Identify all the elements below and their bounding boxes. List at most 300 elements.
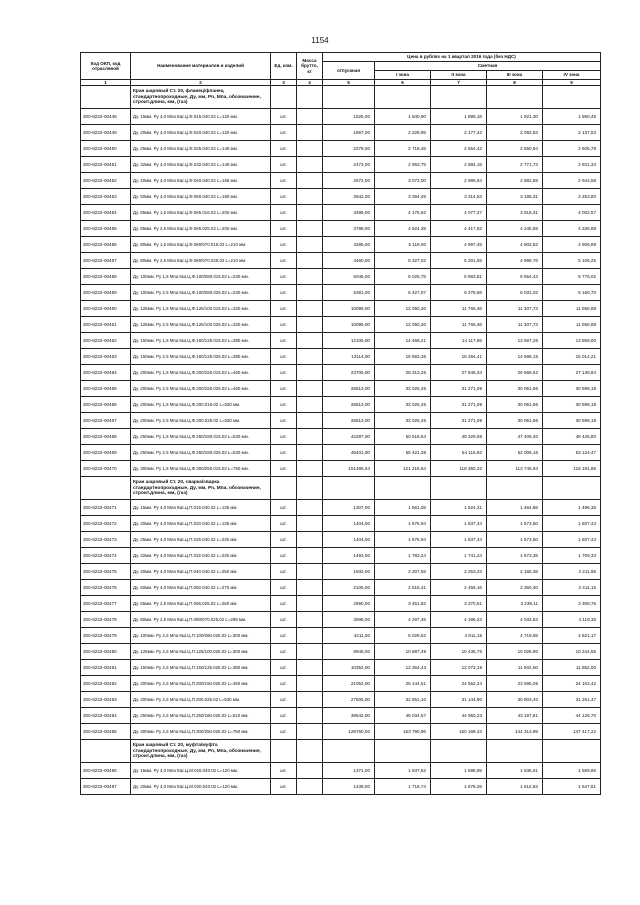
section-row [81,477,601,500]
price-zone3: 2 165,38 [487,564,543,580]
section-empty-cell [271,477,297,500]
price-zone2: 1 598,95 [431,763,487,779]
price-zone4: 11 550,88 [543,317,601,333]
item-unit: шт. [271,532,297,548]
item-mass [297,285,323,301]
column-number: 1 [81,80,131,86]
item-name: Ду. 200мм. Ру 2,5 Мпа КШ.Ц.П.200/150.025.02 L=450 мм. [131,676,271,692]
price-zone3: 4 998,76 [487,253,543,269]
price-zone2: 31 271,09 [431,397,487,413]
price-zone4: 5 106,25 [543,253,601,269]
item-name: Ду. 40мм. Ру 4,0 Мпа КШ.Ц.Ф.040.040.02 L=165 мм. [131,173,271,189]
item-mass [297,317,323,333]
price-zone2: 31 271,09 [431,381,487,397]
okp-code: 300-8232-00479 [81,628,131,644]
price-zone1: 50 519,54 [375,429,431,445]
item-mass [297,692,323,708]
table-row [81,301,601,317]
item-mass [297,237,323,253]
okp-code: 300-8232-00475 [81,564,131,580]
price-release: 5381,00 [323,285,375,301]
item-name: Ду. 150мм. Ру 2,5 Мпа КШ.Ц.П.150/125.025.02 L=380 мм. [131,660,271,676]
item-mass [297,532,323,548]
price-zone1: 2 229,95 [375,125,431,141]
header-unit: Ед. изм. [271,53,297,80]
table-row [81,365,601,381]
item-name: Ду. 20мм. Ру 4,0 Мпа КШ.Ц.Ф.020.040.02 L=120 мм. [131,125,271,141]
okp-code: 300-8232-00470 [81,461,131,477]
item-mass [297,516,323,532]
item-unit: шт. [271,381,297,397]
header-release: отпускная [323,62,375,80]
page-number: 1154 [311,36,329,45]
section-empty-cell [543,740,601,763]
price-release: 4460,00 [323,253,375,269]
price-zone1: 10 687,49 [375,644,431,660]
item-mass [297,333,323,349]
item-name: Ду. 20мм. Ру 4,0 Мпа КШ.Ц.М.020.040.02 L=120 мм. [131,779,271,795]
section-title: Кран шаровый Ст. 20, сварка/сварка стандартнопроходные, Ду, мм, Рn, Мпа, обозначение, строит.длина, мм, (газ) [131,477,271,500]
price-release: 26813,00 [323,397,375,413]
table-row [81,141,601,157]
price-zone1: 1 676,94 [375,532,431,548]
item-name: Ду. 80мм. Ру 1,6 Мпа КШ.Ц.Ф.080/070.016.02 L=210 мм. [131,237,271,253]
okp-code: 300-8232-00455 [81,221,131,237]
price-release: 1493,00 [323,548,375,564]
price-release: 26813,00 [323,413,375,429]
okp-code: 300-8232-00474 [81,548,131,564]
price-zone4: 2 411,15 [543,580,601,596]
price-zone2: 150 168,43 [431,724,487,740]
price-zone3: 2 550,94 [487,141,543,157]
price-table [80,52,601,795]
price-zone4: 11 550,88 [543,301,601,317]
okp-code: 300-8232-00483 [81,692,131,708]
price-zone3: 26 568,52 [487,365,543,381]
item-mass [297,548,323,564]
item-mass [297,221,323,237]
price-zone1: 3 451,82 [375,596,431,612]
item-name: Ду. 125мм. Ру 1,6 Мпа КШ.Ц.Ф.125/100.016.02 L=320 мм. [131,301,271,317]
okp-code: 300-8232-00469 [81,445,131,461]
price-release: 1371,00 [323,763,375,779]
price-release: 2842,00 [323,189,375,205]
price-zone3: 23 595,05 [487,676,543,692]
table-row [81,429,601,445]
table-row [81,269,601,285]
section-empty-cell [323,477,375,500]
price-zone2: 12 073,19 [431,660,487,676]
price-release: 8948,00 [323,644,375,660]
section-empty-cell [543,86,601,109]
okp-code: 300-8232-00476 [81,580,131,596]
price-release: 1439,00 [323,779,375,795]
price-zone4: 44 126,70 [543,708,601,724]
item-name: Ду. 100мм. Ру 2,5 Мпа КШ.Ц.П.100/080.025.02 L=300 мм. [131,628,271,644]
item-unit: шт. [271,141,297,157]
price-zone2: 3 370,51 [431,596,487,612]
price-zone2: 15 294,41 [431,349,487,365]
price-zone1: 121 215,54 [375,461,431,477]
price-zone4: 4 002,57 [543,205,601,221]
item-name: Ду. 65мм. Ру 2,5 Мпа КШ.Ц.Ф.065.025.02 L=200 мм. [131,221,271,237]
item-name: Ду. 15мм. Ру 4,0 Мпа КШ.Ц.М.015.040.02 L=120 мм. [131,763,271,779]
item-name: Ду. 200мм. Ру 1,6 Мпа КШ.Ц.Ф.200/150.016.02 L=450 мм. [131,365,271,381]
header-zone4: IV зона [543,71,601,80]
price-zone4: 2 944,58 [543,173,601,189]
item-name: Ду. 200мм. Ру 1,6 Мпа КШ.Ц.Ф.200.016.02 L=530 мм. [131,397,271,413]
price-zone2: 1 741,24 [431,548,487,564]
price-zone3: 43 197,81 [487,708,543,724]
table-row [81,413,601,429]
okp-code: 300-8232-00464 [81,365,131,381]
section-code-cell [81,740,131,763]
column-number: 4 [297,80,323,86]
okp-code: 300-8232-00462 [81,333,131,349]
price-zone4: 27 139,84 [543,365,601,381]
section-empty-cell [323,86,375,109]
item-name: Ду. 125мм. Ру 2,5 Мпа КШ.Ц.Ф.125/100.025.02 L=320 мм. [131,317,271,333]
price-zone1: 14 458,21 [375,333,431,349]
price-zone3: 4 719,68 [487,628,543,644]
price-release: 101486,54 [323,461,375,477]
price-zone2: 4 196,23 [431,612,487,628]
price-zone1: 12 050,30 [375,317,431,333]
price-release: 21052,00 [323,676,375,692]
item-unit: шт. [271,269,297,285]
price-zone3: 1 673,35 [487,548,543,564]
price-zone2: 44 950,23 [431,708,487,724]
okp-code: 300-8232-00468 [81,429,131,445]
item-mass [297,397,323,413]
price-zone2: 1 895,18 [431,109,487,125]
item-unit: шт. [271,676,297,692]
price-zone2: 11 766,46 [431,301,487,317]
price-release: 1932,00 [323,564,375,580]
item-name: Ду. 50мм. Ру 4,0 Мпа КШ.Ц.П.050.040.02 L=270 мм. [131,580,271,596]
price-zone1: 1 561,08 [375,500,431,516]
price-zone4: 116 191,86 [543,461,601,477]
price-zone1: 2 515,41 [375,580,431,596]
okp-code: 300-8232-00452 [81,173,131,189]
price-zone3: 6 031,02 [487,285,543,301]
item-name: Ду. 300мм. Ру 1,6 Мпа КШ.Ц.Ф.300/250.016.02 L=750 мм. [131,461,271,477]
table-row [81,125,601,141]
table-row [81,580,601,596]
item-unit: шт. [271,189,297,205]
item-name: Ду. 25мм. Ру 4,0 Мпа КШ.Ц.Ф.025.040.02 L=140 мм. [131,141,271,157]
item-mass [297,779,323,795]
price-zone1: 32 025,45 [375,381,431,397]
table-row [81,596,601,612]
table-row [81,333,601,349]
item-unit: шт. [271,205,297,221]
table-row [81,285,601,301]
item-mass [297,141,323,157]
header-name: Наименование материалов и изделий [131,53,271,80]
column-number: 7 [431,80,487,86]
okp-code: 300-8232-00460 [81,301,131,317]
price-zone1: 1 718,74 [375,779,431,795]
item-mass [297,381,323,397]
price-zone1: 4 297,45 [375,612,431,628]
item-name: Ду. 65мм. Ру 2,5 Мпа КШ.Ц.П.065.025.02 L=260 мм. [131,596,271,612]
table-row [81,189,601,205]
price-release: 2890,00 [323,596,375,612]
section-empty-cell [297,477,323,500]
price-zone2: 4 077,27 [431,205,487,221]
price-zone3: 1 464,88 [487,500,543,516]
item-unit: шт. [271,708,297,724]
item-unit: шт. [271,580,297,596]
price-zone2: 2 177,42 [431,125,487,141]
okp-code: 300-8232-00473 [81,532,131,548]
price-zone4: 15 014,21 [543,349,601,365]
price-zone3: 1 573,60 [487,532,543,548]
section-empty-cell [487,86,543,109]
price-zone4: 24 102,42 [543,676,601,692]
table-row [81,724,601,740]
price-zone1: 15 663,36 [375,349,431,365]
okp-code: 300-8232-00482 [81,676,131,692]
price-zone2: 1 524,31 [431,500,487,516]
price-zone1: 5 118,00 [375,237,431,253]
price-zone4: 2 211,95 [543,564,601,580]
item-mass [297,708,323,724]
item-name: Ду. 65мм. Ру 1,6 Мпа КШ.Ц.Ф.065.016.02 L=200 мм. [131,205,271,221]
price-zone1: 6 427,07 [375,285,431,301]
price-zone4: 4 821,17 [543,628,601,644]
price-zone4: 2 137,53 [543,125,601,141]
item-name: Ду. 200мм. Ру 2,5 Мпа КШ.Ц.Ф.200/150.025.02 L=450 мм. [131,381,271,397]
item-name: Ду. 15мм. Ру 4,0 Мпа КШ.Ц.Ф.015.040.02 L=120 мм. [131,109,271,125]
item-unit: шт. [271,397,297,413]
table-row [81,628,601,644]
price-zone3: 113 745,94 [487,461,543,477]
item-unit: шт. [271,445,297,461]
table-row [81,157,601,173]
header-zone1: I зона [375,71,431,80]
price-zone2: 2 999,64 [431,173,487,189]
section-empty-cell [543,477,601,500]
table-row [81,349,601,365]
price-zone4: 5 776,02 [543,269,601,285]
price-zone1: 1 676,94 [375,516,431,532]
price-zone2: 118 360,32 [431,461,487,477]
table-row [81,564,601,580]
item-mass [297,612,323,628]
okp-code: 300-8232-00456 [81,237,131,253]
table-row [81,317,601,333]
price-zone1: 2 718,45 [375,141,431,157]
price-zone2: 2 884,15 [431,157,487,173]
price-zone2: 2 654,42 [431,141,487,157]
item-unit: шт. [271,109,297,125]
price-zone1: 6 025,75 [375,269,431,285]
item-unit: шт. [271,692,297,708]
item-name: Ду. 32мм. Ру 4,0 Мпа КШ.Ц.П.032.040.02 L=230 мм. [131,548,271,564]
price-zone4: 1 496,36 [543,500,601,516]
price-zone1: 3 394,49 [375,189,431,205]
price-zone1: 153 790,96 [375,724,431,740]
section-empty-cell [271,740,297,763]
price-zone4: 2 831,34 [543,157,601,173]
price-release: 46401,00 [323,445,375,461]
item-unit: шт. [271,221,297,237]
price-zone4: 3 253,80 [543,189,601,205]
price-release: 3598,00 [323,612,375,628]
item-unit: шт. [271,763,297,779]
item-mass [297,365,323,381]
item-unit: шт. [271,157,297,173]
section-empty-cell [487,740,543,763]
header-mass: Масса брутто, кг [297,53,323,80]
item-name: Ду. 200мм. Ру 2,5 Мпа КШ.Ц.Ф.200.025.02 L=530 мм. [131,413,271,429]
item-name: Ду. 25мм. Ру 4,0 Мпа КШ.Ц.П.025.040.02 L=230 мм. [131,532,271,548]
price-zone4: 147 417,22 [543,724,601,740]
item-mass [297,173,323,189]
item-unit: шт. [271,429,297,445]
price-release: 1307,00 [323,500,375,516]
price-zone2: 31 271,09 [431,413,487,429]
price-zone4: 2 605,79 [543,141,601,157]
price-zone1: 32 025,45 [375,397,431,413]
price-zone1: 2 953,75 [375,157,431,173]
item-unit: шт. [271,333,297,349]
price-zone1: 32 851,10 [375,692,431,708]
item-mass [297,269,323,285]
header-estimate: Сметная [375,62,601,71]
okp-code: 300-8232-00450 [81,141,131,157]
section-empty-cell [431,86,487,109]
table-row [81,612,601,628]
price-zone2: 1 678,26 [431,779,487,795]
item-unit: шт. [271,612,297,628]
price-zone4: 30 698,18 [543,381,601,397]
header-price-group: Цена в рублях на 1 квартал 2016 года (без НДС) [323,53,601,62]
table-row [81,461,601,477]
section-empty-cell [431,740,487,763]
price-zone2: 4 911,15 [431,628,487,644]
item-unit: шт. [271,365,297,381]
table-row [81,397,601,413]
price-zone4: 1 860,45 [543,109,601,125]
table-row [81,173,601,189]
price-release: 13114,00 [323,349,375,365]
price-zone2: 54 115,92 [431,445,487,461]
okp-code: 300-8232-00487 [81,779,131,795]
price-zone3: 4 245,59 [487,221,543,237]
price-release: 128760,00 [323,724,375,740]
price-zone4: 10 244,55 [543,644,601,660]
price-release: 3496,00 [323,205,375,221]
item-mass [297,445,323,461]
price-zone3: 11 307,73 [487,317,543,333]
price-release: 27505,00 [323,692,375,708]
price-zone4: 4 119,35 [543,612,601,628]
price-zone4: 6 160,70 [543,285,601,301]
price-release: 12105,00 [323,333,375,349]
item-unit: шт. [271,285,297,301]
item-mass [297,724,323,740]
item-unit: шт. [271,516,297,532]
header-zone2: II зона [431,71,487,80]
item-mass [297,189,323,205]
table-row [81,676,601,692]
price-release: 26813,00 [323,381,375,397]
okp-code: 300-8232-00471 [81,500,131,516]
price-zone1: 4 175,62 [375,205,431,221]
price-zone2: 27 646,34 [431,365,487,381]
item-unit: шт. [271,349,297,365]
item-mass [297,413,323,429]
price-zone4: 1 709,33 [543,548,601,564]
table-row [81,253,601,269]
price-zone2: 1 637,44 [431,516,487,532]
section-title: Кран шаровый Ст. 20, фланец/фланец стандартнопроходные, Ду, мм, Рn, Мпа, обозначение, строит.длина, мм, (газ) [131,86,271,109]
column-number: 2 [131,80,271,86]
table-row [81,381,601,397]
price-zone1: 46 034,57 [375,708,431,724]
price-zone3: 3 185,31 [487,189,543,205]
okp-code: 300-8232-00454 [81,205,131,221]
table-row [81,708,601,724]
price-zone4: 1 607,44 [543,516,601,532]
item-name: Ду. 300мм. Ру 2,5 Мпа КШ.Ц.П.300/250.025.02 L=750 мм. [131,724,271,740]
price-zone2: 14 117,65 [431,333,487,349]
item-unit: шт. [271,125,297,141]
section-empty-cell [297,740,323,763]
price-zone1: 12 364,43 [375,660,431,676]
price-zone3: 1 612,83 [487,779,543,795]
price-release: 1404,00 [323,532,375,548]
price-release: 1867,00 [323,125,375,141]
section-empty-cell [487,477,543,500]
item-name: Ду. 100мм. Ру 1,6 Мпа КШ.Ц.Ф.100/080.016.02 L=230 мм. [131,269,271,285]
section-code-cell [81,477,131,500]
okp-code: 300-8232-00463 [81,349,131,365]
okp-code: 300-8232-00451 [81,157,131,173]
price-zone3: 11 602,50 [487,660,543,676]
price-zone3: 4 032,63 [487,612,543,628]
price-release: 2278,00 [323,141,375,157]
column-number: 5 [323,80,375,86]
item-unit: шт. [271,628,297,644]
price-zone1: 1 637,52 [375,763,431,779]
price-zone4: 1 647,51 [543,779,601,795]
item-unit: шт. [271,724,297,740]
price-release: 10352,00 [323,660,375,676]
price-zone4: 11 852,00 [543,660,601,676]
table-row [81,221,601,237]
okp-code: 300-8232-00448 [81,109,131,125]
price-zone1: 32 025,45 [375,413,431,429]
item-unit: шт. [271,644,297,660]
price-release: 1525,00 [323,109,375,125]
okp-code: 300-8232-00472 [81,516,131,532]
price-release: 10086,00 [323,301,375,317]
price-zone3: 2 092,53 [487,125,543,141]
table-body [81,86,601,795]
price-zone3: 2 882,59 [487,173,543,189]
price-zone3: 14 698,15 [487,349,543,365]
price-zone4: 30 698,18 [543,413,601,429]
price-zone3: 5 654,43 [487,269,543,285]
price-zone2: 11 766,46 [431,317,487,333]
price-zone4: 30 698,18 [543,397,601,413]
price-zone3: 3 239,11 [487,596,543,612]
price-zone1: 5 029,52 [375,628,431,644]
